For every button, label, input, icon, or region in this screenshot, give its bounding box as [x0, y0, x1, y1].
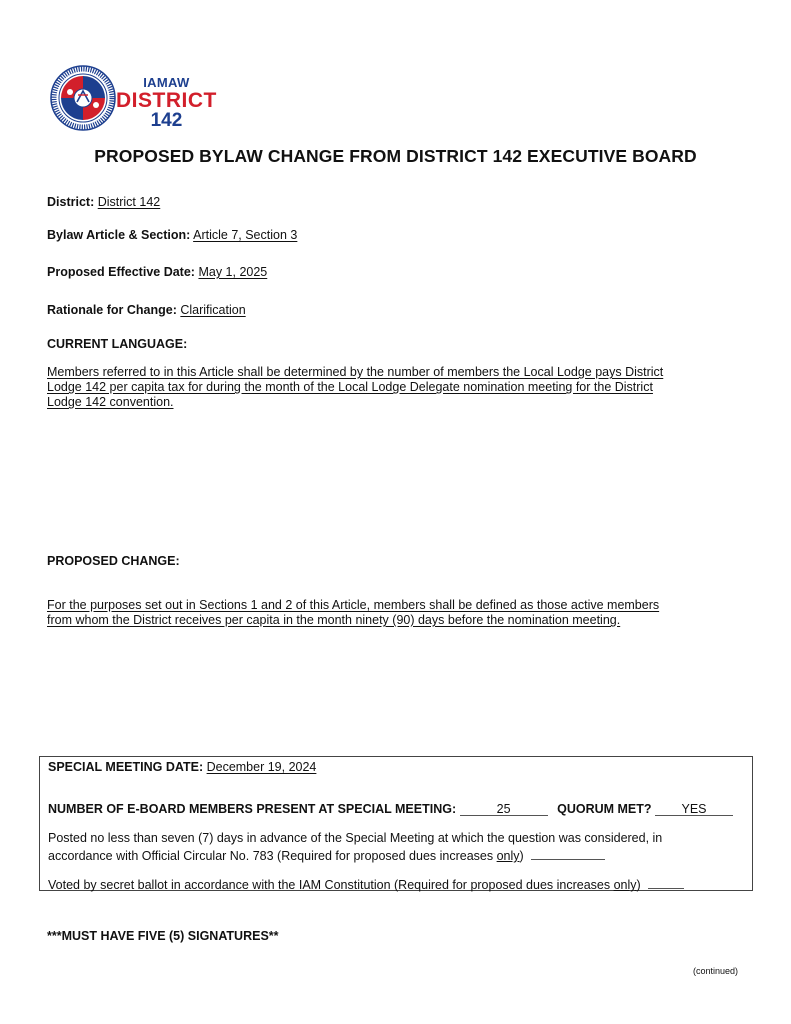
signatures-note: ***MUST HAVE FIVE (5) SIGNATURES** [47, 929, 279, 943]
posted-close: ) [519, 849, 524, 863]
current-line: Members referred to in this Article shall be determined by the number of members the Local Lodge pays District [47, 365, 664, 379]
district-field [47, 195, 160, 209]
proposed-line: from whom the District receives per capita in the month ninety (90) days before the nomination meeting. [47, 613, 621, 627]
article-value: Article 7, Section 3 [193, 228, 298, 242]
meeting-date-value: December 19, 2024 [206, 760, 317, 774]
posted-only: only [496, 849, 520, 863]
members-present-label: NUMBER OF E-BOARD MEMBERS PRESENT AT SPECIAL MEETING: [48, 802, 457, 816]
secret-ballot-close: ) [636, 878, 641, 892]
rationale-label: Rationale for Change: [47, 303, 177, 317]
members-present-line [48, 802, 733, 816]
secret-ballot-only: only [613, 878, 637, 892]
logo-wordmark [116, 76, 217, 130]
quorum-label: QUORUM MET? [557, 802, 652, 816]
current-language-heading: CURRENT LANGUAGE: [47, 337, 188, 351]
district-label: District: [47, 195, 95, 209]
proposed-change-text [47, 598, 747, 628]
proposed-change-heading: PROPOSED CHANGE: [47, 554, 180, 568]
iam-seal-icon [50, 65, 116, 131]
current-language-text [47, 365, 747, 410]
logo-number: 142 [150, 110, 183, 131]
logo-iamaw: IAMAW [143, 75, 190, 90]
secret-ballot-line [48, 875, 684, 892]
district-value: District 142 [97, 195, 161, 209]
meeting-date-line [48, 760, 316, 774]
rationale-value: Clarification [180, 303, 246, 317]
effective-date-label: Proposed Effective Date: [47, 265, 195, 279]
district-logo [50, 62, 220, 132]
posted-line: Posted no less than seven (7) days in advance of the Special Meeting at which the question was considered, in [48, 831, 663, 845]
posted-notice-text [48, 831, 738, 864]
special-meeting-box [39, 756, 753, 891]
continued-note: (continued) [693, 966, 739, 976]
quorum-value[interactable]: YES [655, 802, 733, 816]
logo-district: DISTRICT [116, 89, 217, 112]
proposed-line: For the purposes set out in Sections 1 and 2 of this Article, members shall be defined as those active members [47, 598, 660, 612]
article-field [47, 228, 297, 242]
article-label: Bylaw Article & Section: [47, 228, 191, 242]
current-line: Lodge 142 convention. [47, 395, 174, 409]
meeting-date-label: SPECIAL MEETING DATE: [48, 760, 204, 774]
effective-date-field [47, 265, 267, 279]
posted-line [48, 846, 738, 864]
secret-ballot-blank[interactable] [648, 875, 684, 889]
effective-date-value: May 1, 2025 [198, 265, 268, 279]
rationale-field [47, 303, 246, 317]
members-present-value[interactable]: 25 [460, 802, 548, 816]
page-title: PROPOSED BYLAW CHANGE FROM DISTRICT 142 EXECUTIVE BOARD [94, 146, 697, 166]
current-line: Lodge 142 per capita tax for during the month of the Local Lodge Delegate nomination meeting for the District [47, 380, 653, 394]
posted-line-text: accordance with Official Circular No. 783 (Required for proposed dues increases [48, 849, 497, 863]
posted-notice-blank[interactable] [531, 846, 605, 860]
secret-ballot-text: Voted by secret ballot in accordance with the IAM Constitution (Required for proposed dues increases [48, 878, 614, 892]
